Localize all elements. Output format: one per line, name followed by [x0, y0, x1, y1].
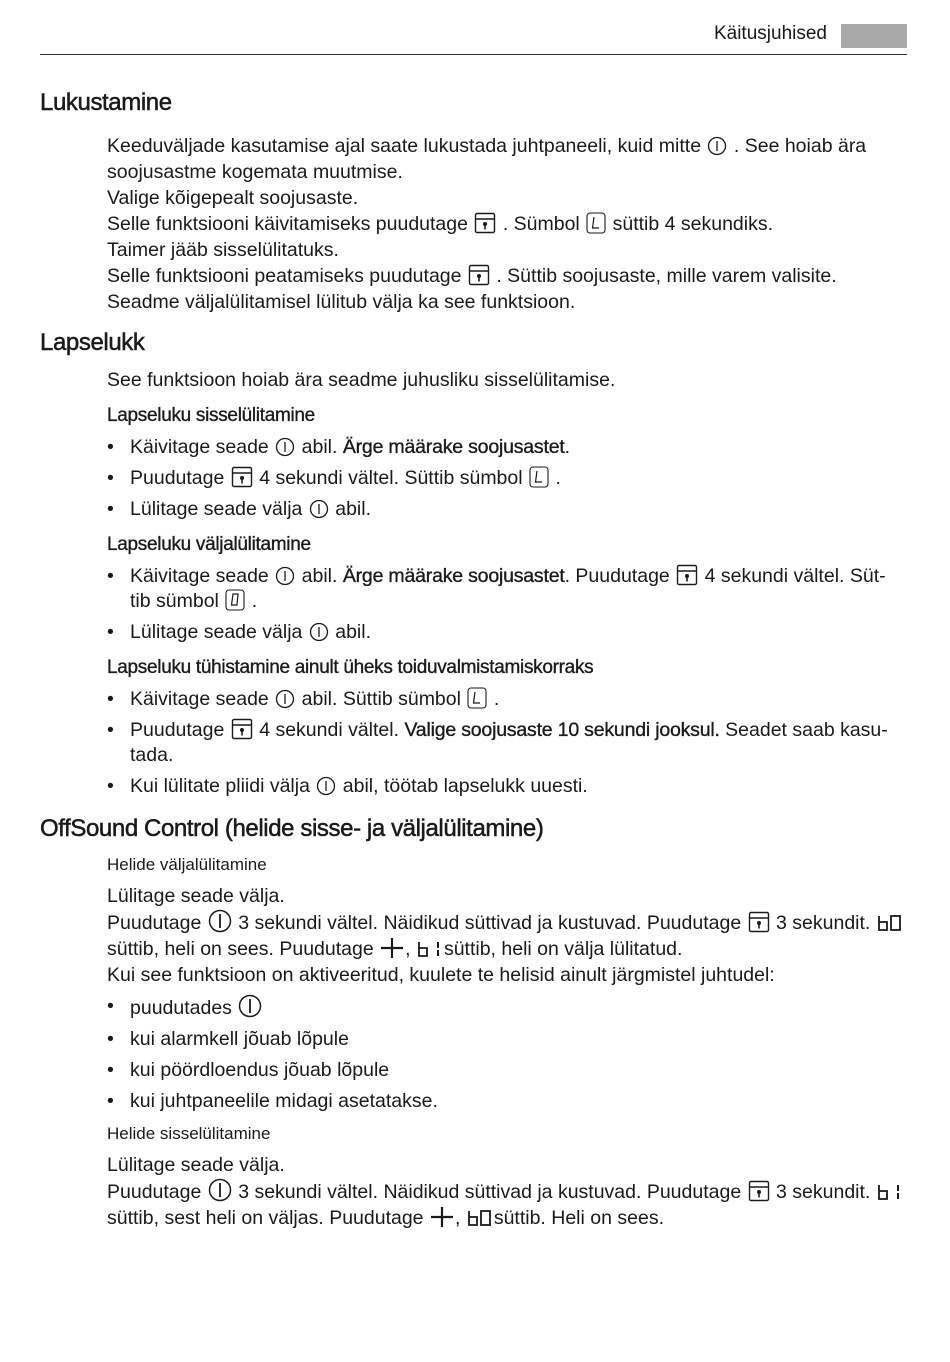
text: 3 sekundit.: [776, 1181, 871, 1203]
subheading-child-lock-off: Lapseluku väljalülitamine: [107, 534, 311, 555]
text: Lülitage seade välja.: [107, 885, 285, 907]
list-item: • puudutades: [130, 994, 905, 1021]
text: Valige kõigepealt soojusaste.: [107, 187, 359, 209]
text: 4 sekundi vältel. Süttib sümbol: [259, 467, 523, 489]
text: Puudutage: [130, 467, 225, 489]
text: Käivitage seade: [130, 688, 269, 710]
plus-icon: [380, 937, 404, 959]
subheading-child-lock-once: Lapseluku tühistamine ainult üheks toiduvalmistamiskorraks: [107, 657, 594, 678]
subheading-child-lock-on: Lapseluku sisselülitamine: [107, 405, 315, 426]
list-item: • Käivitage seade abil. Ärge määrake soojusastet.: [107, 436, 570, 458]
lock-paragraph: [107, 133, 907, 315]
list-item: • kui alarmkell jõuab lõpule: [107, 1028, 349, 1050]
power-circle-icon: [275, 437, 295, 457]
text: Selle funktsiooni peatamiseks puudutage: [107, 265, 462, 287]
header-gray-tab: [841, 24, 907, 48]
emphasis: Valige soojusaste 10 sekundi jooksul.: [404, 719, 720, 741]
text: kui alarmkell jõuab lõpule: [130, 1028, 349, 1050]
section-heading-child-lock: Lapselukk: [40, 329, 145, 356]
text: Puudutage: [130, 719, 225, 741]
list-item: • Käivitage seade abil. Süttib sümbol .: [107, 688, 500, 710]
power-circle-icon: [208, 909, 232, 933]
emphasis: Ärge määrake soojusastet: [342, 565, 565, 587]
text: abil.: [335, 498, 372, 520]
plus-icon: [430, 1206, 454, 1228]
display-L-icon: [529, 466, 549, 488]
power-circle-icon: [316, 776, 336, 796]
text: Seadet saab kasu-tada.: [130, 719, 888, 766]
text: süttib, heli on välja lülitatud.: [443, 938, 683, 960]
lock-key-icon: [468, 264, 490, 286]
display-0-icon: [225, 589, 245, 611]
page-header: [40, 0, 907, 55]
power-circle-icon: [275, 566, 295, 586]
document-body: [0, 87, 950, 1231]
display-b0-icon: [877, 913, 903, 933]
child-lock-once-list: [0, 687, 950, 799]
text: ,: [405, 938, 411, 960]
display-L-icon: [586, 212, 606, 234]
text: puudutades: [130, 997, 232, 1019]
text: . Puudutage: [564, 565, 670, 587]
emphasis: Ärge määrake soojusastet: [342, 436, 565, 458]
list-item: • Kui lülitate pliidi välja abil, töötab lapselukk uuesti.: [107, 775, 588, 797]
text: Puudutage: [107, 912, 202, 934]
text: 4 sekundi vältel. Süt-tib sümbol: [130, 565, 886, 612]
text: .: [555, 467, 561, 489]
text: 4 sekundi vältel.: [259, 719, 400, 741]
display-b1-icon: [417, 939, 443, 959]
text: . See hoiab ära soojusastme kogemata muutmise.: [107, 135, 867, 183]
text: abil.: [301, 436, 338, 458]
text: süttib. Heli on sees.: [493, 1207, 664, 1229]
text: ,: [454, 1207, 461, 1229]
power-circle-icon: [309, 622, 329, 642]
power-circle-icon: [208, 1178, 232, 1202]
text: süttib 4 sekundiks.: [612, 213, 774, 235]
text: . Sümbol: [502, 213, 580, 235]
text: Selle funktsiooni käivitamiseks puudutage: [107, 213, 468, 235]
text: .: [493, 688, 500, 710]
list-item: • kui pöördloendus jõuab lõpule: [107, 1059, 390, 1081]
display-b1-icon: [877, 1182, 903, 1202]
lock-key-icon: [231, 466, 253, 488]
text: Lülitage seade välja: [130, 621, 303, 643]
lock-key-icon: [231, 718, 253, 740]
lock-key-icon: [748, 1180, 770, 1202]
header-title: Käitusjuhised: [713, 23, 827, 44]
list-item: • Lülitage seade välja abil.: [107, 621, 372, 643]
text: Käivitage seade: [130, 436, 269, 458]
text: süttib, sest heli on väljas. Puudutage: [107, 1207, 424, 1229]
list-item: • Lülitage seade välja abil.: [107, 498, 372, 520]
text: 3 sekundi vältel. Näidikud süttivad ja kustuvad. Puudutage: [238, 1181, 742, 1203]
sound-on-paragraph: [107, 1152, 907, 1231]
section-heading-offsound: OffSound Control (helide sisse- ja väljalülitamine): [40, 815, 544, 842]
text: Kui see funktsioon on aktiveeritud, kuulete te helisid ainult järgmistel juhtudel:: [107, 964, 775, 986]
text: .: [251, 590, 258, 612]
text: Seadme väljalülitamisel lülitub välja ka see funktsioon.: [107, 291, 576, 313]
sound-cases-list: [0, 994, 950, 1114]
subheading-sound-off: Helide väljalülitamine: [107, 855, 267, 874]
lock-key-icon: [474, 212, 496, 234]
list-item: • Puudutage 4 sekundi vältel. Valige soojusaste 10 sekundi jooksul. Seadet saab kasu-tada.: [107, 719, 888, 766]
section-heading-lock: Lukustamine: [40, 89, 172, 116]
child-lock-off-list: [0, 564, 950, 645]
text: Kui lülitate pliidi välja: [130, 775, 310, 797]
text: Käivitage seade: [130, 565, 269, 587]
sound-off-paragraph: [107, 883, 907, 988]
text: Puudutage: [107, 1181, 202, 1203]
text: Keeduväljade kasutamise ajal saate lukustada juhtpaneeli, kuid mitte: [107, 135, 702, 157]
list-item: • Käivitage seade abil. Ärge määrake soojusastet. Puudutage 4 sekundi vältel. Süt-tib sümbol .: [107, 565, 886, 612]
text: 3 sekundit.: [776, 912, 871, 934]
text: süttib, heli on sees. Puudutage: [107, 938, 374, 960]
child-lock-on-list: [0, 435, 950, 522]
text: Lülitage seade välja: [130, 498, 303, 520]
text: . Süttib soojusaste, mille varem valisite.: [496, 265, 837, 287]
text: Taimer jääb sisselülitatuks.: [107, 239, 339, 261]
text: Lülitage seade välja.: [107, 1154, 285, 1176]
power-circle-icon: [238, 994, 262, 1018]
text: abil. Süttib sümbol: [301, 688, 461, 710]
list-item: • Puudutage 4 sekundi vältel. Süttib sümbol .: [107, 467, 561, 489]
lock-key-icon: [676, 564, 698, 586]
text: kui juhtpaneelile midagi asetatakse.: [130, 1090, 438, 1112]
text: abil.: [335, 621, 372, 643]
text: abil.: [301, 565, 338, 587]
text: .: [564, 436, 570, 458]
list-item: • kui juhtpaneelile midagi asetatakse.: [107, 1090, 438, 1112]
child-intro: See funktsioon hoiab ära seadme juhusliku sisselülitamise.: [107, 369, 616, 391]
display-L-icon: [467, 687, 487, 709]
power-circle-icon: [275, 689, 295, 709]
lock-key-icon: [748, 911, 770, 933]
power-circle-icon: [707, 136, 727, 156]
text: kui pöördloendus jõuab lõpule: [130, 1059, 390, 1081]
text: 3 sekundi vältel. Näidikud süttivad ja kustuvad. Puudutage: [238, 912, 742, 934]
text: abil, töötab lapselukk uuesti.: [342, 775, 588, 797]
subheading-sound-on: Helide sisselülitamine: [107, 1124, 271, 1143]
power-circle-icon: [309, 499, 329, 519]
display-b0-icon: [467, 1208, 493, 1228]
